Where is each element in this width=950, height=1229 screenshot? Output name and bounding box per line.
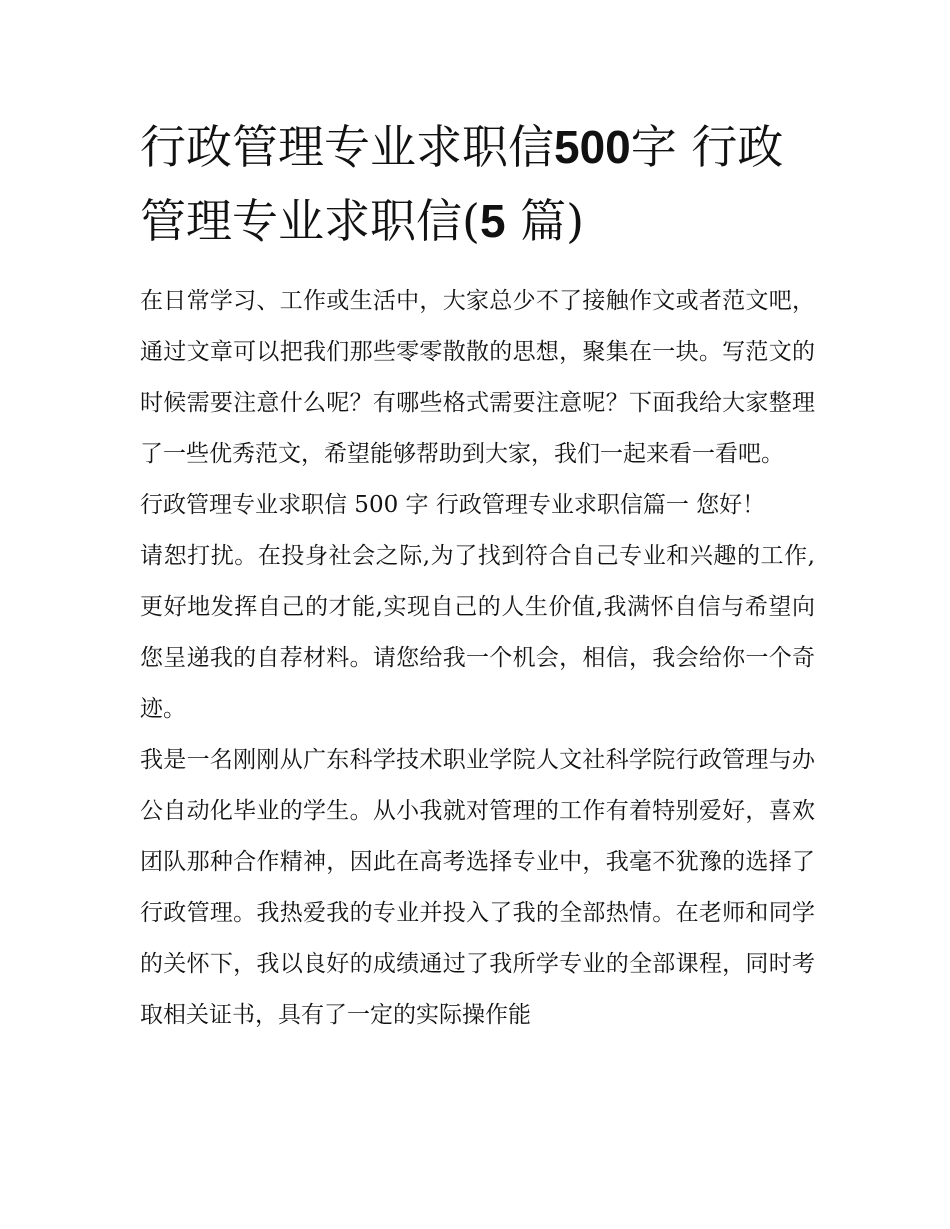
paragraph-background: 我是一名刚刚从广东科学技术职业学院人文社科学院行政管理与办公自动化毕业的学生。从小我就对管理的工作有着特别爱好，喜欢团队那种合作精神，因此在高考选择专业中，我毫不犹豫的选择了行政管理。我热爱我的专业并投入了我的全部热情。在老师和同学的关怀下，我以良好的成绩通过了我所学专业的全部课程，同时考取相关证书，具有了一定的实际操作能	[140, 747, 815, 1028]
document-body	[140, 276, 815, 1041]
title-text-3: 篇)	[505, 194, 585, 248]
title-number-5: 5	[479, 195, 506, 247]
paragraph-apology: 请恕打扰。在投身社会之际,为了找到符合自己专业和兴趣的工作,更好地发挥自己的才能,实现自己的人生价值,我满怀自信与希望向您呈递我的自荐材料。请您给我一个机会，相信，我会给你一个奇迹。	[140, 543, 815, 722]
title-text-1: 行政管理专业求职信	[140, 120, 554, 174]
paragraph-intro: 在日常学习、工作或生活中，大家总少不了接触作文或者范文吧，通过文章可以把我们那些零零散散的思想，聚集在一块。写范文的时候需要注意什么呢？有哪些格式需要注意呢？下面我给大家整理了一些优秀范文，希望能够帮助到大家，我们一起来看一看吧。	[140, 288, 815, 467]
title-number-500: 500	[554, 121, 631, 173]
paragraph-heading-greeting: 行政管理专业求职信 500 字 行政管理专业求职信篇一 您好！	[140, 492, 766, 518]
document-title	[140, 110, 820, 258]
title-text-2: 字 行政管理专业求职信(	[140, 120, 784, 248]
